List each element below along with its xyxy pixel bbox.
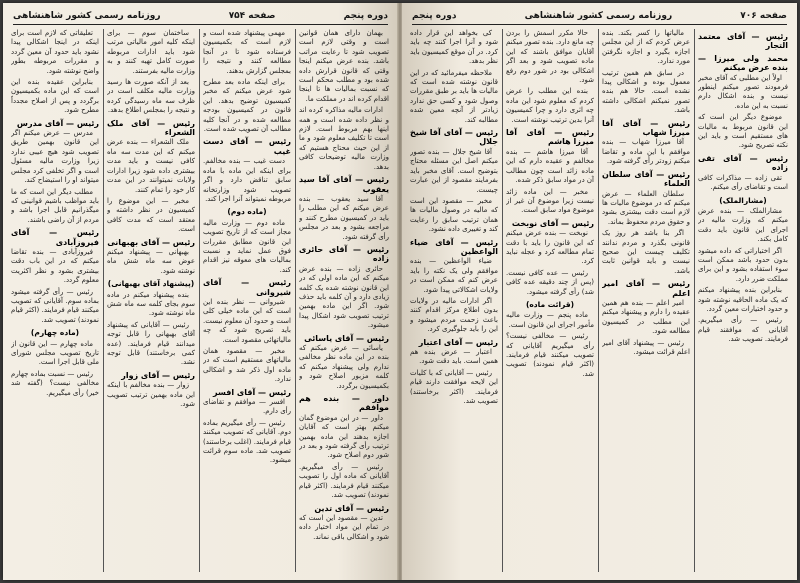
paragraph: برای اینکه ماده بعد مطرح شود عرض میکنم که مخبر کمیسیون توضیح بدهد. این قانون در کمیسیون بودجه مطالعه شده و در آنجا کلیه مطالب آن تصویب شده است. xyxy=(203,78,291,134)
paragraph: اگر بنا باشد هر روز یک قانونی بگذرد و مردم ندانند تکلیف چیست این صحیح نیست و باید قوانین ثابت باشد. xyxy=(602,229,690,275)
column-divider xyxy=(502,29,503,572)
speaker-line: رئیس — آقای معتمد التجار xyxy=(698,32,788,51)
paragraph: بنابراین عقیده بنده این است که این ماده بکمیسیون برگردد و پس از اصلاح مجدداً مطرح شود. xyxy=(11,78,99,115)
speaker-line: رئیس — آقای اعتبار xyxy=(418,337,498,347)
paragraph: بنده این مطلب را عرض کردم که معلوم شود این ماده چه اثری دارد و چرا کمیسیون آنرا بدین ترتیب نوشته است. xyxy=(506,87,594,124)
paragraph: کی بخواهد این قرار داده شود و آنرا اجرا کنند چه باید کرد. در آن موقع کمیسیون باید نظر بدهد. xyxy=(410,29,498,66)
speaker-line: رئیس — آقای دست غیب xyxy=(203,137,291,156)
paragraph: حالا مکرر اسمش را بردن چه مانع دارد. بنده تصور میکنم آقایان موافق باشند که این ماده تصویب شود و بعد اگر اشکالی بود در شور دوم رفع شود. xyxy=(506,29,594,85)
speaker-line: رئیس — آقای امیر اعلم xyxy=(602,279,690,298)
right-page-header xyxy=(412,9,787,23)
paragraph: مخبر — این ماده زائد نیست زیرا موضوع آن غیر از موضوع مواد سابق است. xyxy=(506,187,594,215)
paragraph: فیروزآبادی — بنده تقاضا میکنم که در این باب دقت بیشتری بشود و نظر اکثریت معلوم گردد. xyxy=(11,247,99,285)
left-column-1 xyxy=(299,29,389,574)
paragraph: ملک الشعراء — بنده عرض میکنم که این مدت سه ماه کافی نیست و باید مدت بیشتری داده شود زیرا ادارات ولایات نمیتوانند در این مدت کار خود را تمام کنند. xyxy=(107,138,195,194)
left-header-rule xyxy=(13,24,388,25)
right-page xyxy=(402,3,797,580)
right-column-2 xyxy=(602,29,690,574)
paragraph: دست غیب — بنده مخالفم. برای اینکه این ماده با ماده سابق تناقض دارد و اگر تصویب شود وزارتخانه مربوطه نمیتواند آنرا اجرا کند. xyxy=(203,157,291,203)
paragraph: ملاحظه میفرمائید که در این قانون نوشته شده است که مالیات ها باید بر طبق مقررات وصول شود و کسی حق ندارد زیادتر از آنچه معین شده مطالبه کند. xyxy=(410,68,498,124)
paragraph: یاسائی — عرض میکنم که بنده در این ماده نظر مخالفی ندارم ولی پیشنهاد میکنم که کلمه مزبور اصلاح شود و بکمیسیون برگردد. xyxy=(299,344,389,390)
column-divider xyxy=(295,29,296,572)
speaker-line: رئیس — آقای مدرس xyxy=(16,118,99,128)
section-subheading: (قرائت ماده) xyxy=(525,299,575,309)
left-column-4 xyxy=(11,29,99,574)
paragraph: حائری زاده — بنده عرض میکنم که این ماده اولی که در این قانون نوشته شده یک کلمه زیادی دارد و آن کلمه باید حذف شود. اگر این ماده بهمین ترتیب تصویب شود اشکال پیدا میشود. xyxy=(299,264,389,330)
left-column-3 xyxy=(107,29,195,574)
paragraph: رئیس — نسبت بماده چهارم مخالفی نیست؟ (گفته شد خیر) رأی میگیریم. xyxy=(11,369,99,397)
speaker-line: رئیس — آقای شیروانی xyxy=(203,278,291,297)
paragraph: رئیس — آقایانی که پیشنهاد آقای بهبهانی را قابل توجه میدانند قیام فرمایند. (عده کمی برخاستند) قابل توجه نشد. xyxy=(107,320,195,367)
paragraph: مخبر — مقصود این است که مالیه در وصول مالیات ها همان ترتیب سابق را رعایت کند و تغییری داده نشود. xyxy=(410,196,498,234)
left-page xyxy=(3,3,398,580)
speaker-line: رئیس — آقای ضیاء الواعظین xyxy=(410,237,498,256)
speaker-line: رئیس — آقای یاسائی xyxy=(304,333,389,343)
speaker-line: رئیس — آقای ملک الشعراء xyxy=(107,118,195,138)
speaker-line: رئیس — آقای بهبهانی xyxy=(107,237,195,247)
paragraph: تعلیقاتی که لازم است برای اینکه در اینجا اشکالی پیدا نشود باید حدود آن معین گردد و مقررات مربوطه بطور واضح نوشته شود. xyxy=(11,29,99,75)
right-column-4 xyxy=(410,29,498,574)
paragraph: ماده پنجم — وزارت مالیه مأمور اجرای این قانون است. xyxy=(506,311,594,329)
speaker-line: رئیس — آقای سلطان العلماء xyxy=(602,169,690,189)
speaker-line: رئیس — آقای آقا شیخ جلال xyxy=(410,128,498,147)
paragraph: ساختمان سوم — برای اینکه کلیه امور مالیاتی مرتب شود باید ادارات مربوطه صورت کامل تهیه کنند و به وزارت مالیه بفرستند. xyxy=(107,29,195,75)
left-page-header xyxy=(13,9,388,23)
paragraph: داور — در این موضوع گمان میکنم بهتر است که آقایان اجازه بدهند این ماده بهمین ترتیب رأی گرفته شود و بعد در شور دوم اصلاح شود. xyxy=(299,413,389,460)
paragraph: آقا شیخ جلال — بنده تصور میکنم اصل این مسئله محتاج بتوضیح است. آقای مخبر باید بفرمایند مقصود از این عبارت چیست. xyxy=(410,147,498,194)
paragraph: اگر ادارات مالیه در ولایات بدون اطلاع مرکز اقدام کنند باعث زحمت مردم میشود و این را باید جلوگیری کرد. xyxy=(410,296,498,334)
column-divider xyxy=(694,29,695,572)
paragraph: ضیاء الواعظین — بنده موافقم ولی یک نکته را باید عرض کنم که ممکن است در ولایات اشکالاتی پیدا شود. xyxy=(410,257,498,294)
paragraph: مشارالملک — بنده عرض میکنم که وزارت مالیه در اجرای این قانون باید دقت کامل بکند. xyxy=(698,206,788,244)
speaker-line: رئیس — آقای زوار xyxy=(121,370,195,380)
paragraph: رئیس — مخالفی نیست؟ رأی میگیریم آقایانی که تصویب میکنند قیام فرمایند. (اکثر قیام نمودند) تصویب شد. xyxy=(506,332,594,378)
paragraph: ماده دوم — وزارت مالیه مجاز است که از تاریخ تصویب این قانون مطابق مقررات فوق عمل نماید و نسبت بمالیات های معوقه نیز اقدام کند. xyxy=(203,218,291,274)
paragraph: شیروانی — نظر بنده این است که این ماده خیلی کلی است و حدود آن معلوم نیست. باید تصریح شود که چه مالیاتهائی مقصود است. xyxy=(203,297,291,344)
paragraph: امیر اعلم — بنده هم همین عقیده را دارم و پیشنهاد میکنم این مطلب در کمیسیون مطالعه شود. xyxy=(602,298,690,336)
speaker-line: رئیس — آقای آقا سید یعقوب xyxy=(299,175,389,194)
paragraph: اگر اختیاراتی که داده میشود بدون حدود باشد ممکن است سوء استفاده بشود و این برای مملکت ضرر دارد. xyxy=(698,246,788,283)
paragraph: مخبر — مقصود همان مالیاتهای مستقیم است که در ماده اول ذکر شد و اشکالی ندارد. xyxy=(203,347,291,384)
paragraph: افسر — موافقم و تقاضای رأی دارم. xyxy=(203,398,291,416)
right-page-session: دوره پنجم xyxy=(412,11,457,21)
speaker-line: محمد ولی میرزا — بنده عرض میکنم xyxy=(698,53,788,73)
section-subheading: (مشارالملک) xyxy=(719,195,767,205)
paragraph: نوبخت — بنده عرض میکنم که این قانون را باید با دقت تمام مطالعه کرد و عجله نباید کرد. xyxy=(506,229,594,266)
paragraph: بنابراین بنده پیشنهاد میکنم که یک ماده الحاقیه نوشته شود و حدود اختیارات معین گردد. xyxy=(698,286,788,313)
speaker-line: رئیس — آقای تقی زاده xyxy=(698,153,788,173)
paragraph: موضوع دیگر این است که این قانون مربوط به مالیات های مستقیم است و باید این نکته تصریح شود. xyxy=(698,113,788,150)
paragraph: مالیاتها را کسر بکند. بنده عرض کردم که از این مجلس اجازه بگیرد و اجازه نگرفتن مورد ندارد. xyxy=(602,29,690,66)
right-header-rule xyxy=(412,24,787,25)
paragraph: رئیس — رأی میگیریم. آقایانی که موافقند قیام فرمایند. تصویب شد. xyxy=(698,316,788,344)
paragraph: تقی زاده — مذاکرات کافی است و تقاضای رأی میکنم. xyxy=(698,173,788,192)
paragraph: زوار — بنده مخالفم با اینکه این ماده بهمین ترتیب تصویب شود. xyxy=(107,381,195,409)
paragraph: آقا میرزا شهاب — بنده موافقم با این ماده و تقاضا میکنم زودتر رأی گرفته شود. xyxy=(602,138,690,166)
speaker-line: داور — بنده هم موافقم xyxy=(299,394,389,413)
left-column-2 xyxy=(203,29,291,574)
left-page-session: دوره پنجم xyxy=(343,11,388,21)
left-page-title: روزنامه رسمی کشور شاهنشاهی xyxy=(13,11,161,21)
right-column-1 xyxy=(698,29,788,574)
paragraph: بهمان دارای همان قوانین است و وقتی لازم است تصویب شود تا رعایت مراتب باشد. بنده عرض میکنم اینجا وقتی که قانون قرارش داده شده بود و مطلب محکم است که نسبت بمالیات ها تا اینجا اقدام کرده اند در مملکت ما. xyxy=(299,29,389,103)
paragraph: رئیس — رأی میگیریم بماده دوم. آقایانی که تصویب میکنند قیام فرمایند. (اغلب برخاستند) تصویب شد. ماده سوم قرائت میشود. xyxy=(203,418,291,465)
speaker-line: رئیس — آقای حائری زاده xyxy=(299,244,389,264)
paragraph: مهمی پیشنهاد شده است و لازم است که بکمیسیون فرستاده شود تا در آنجا مطالعه کنند و نتیجه را بمجلس گزارش بدهند. xyxy=(203,29,291,75)
paragraph: بنده پیشنهاد میکنم در ماده سوم بجای کلمه سه ماه شش ماه نوشته شود. xyxy=(107,290,195,318)
paragraph: اعتبار — عرض بنده هم همین است. باید دقت شود. xyxy=(410,348,498,366)
right-column-3 xyxy=(506,29,594,574)
paragraph: مخبر — این موضوع را کمیسیون در نظر داشته و معتقد است که مدت کافی است. xyxy=(107,196,195,234)
column-divider xyxy=(199,29,200,572)
left-page-number: صفحه ۷۵۴ xyxy=(228,11,276,21)
paragraph: بعد از آنکه صورت ها رسید وزارت مالیه مکلف است در ظرف سه ماه رسیدگی کرده و نتیجه را بمجلس اطلاع بدهد. xyxy=(107,78,195,115)
paragraph: آقا میرزا هاشم — بنده مخالفم و عقیده دارم که این ماده زائد است چون مطالب آن در مواد سابق ذکر شده. xyxy=(506,147,594,185)
speaker-line: رئیس — آقای آقا میرزا شهاب xyxy=(602,118,690,138)
speaker-line: رئیس — آقای فیروزآبادی xyxy=(11,228,99,247)
paragraph: بهبهانی — پیشنهاد میکنم عوض سه ماه شش ماه نوشته شود. xyxy=(107,247,195,275)
paragraph: مدرس — عرض میکنم اگر این قانون بهمین طریق تصویب شود هیچ عیبی ندارد زیرا وزارت مالیه مسئول است و اگر تخلفی کرد مجلس میتواند او را استیضاح کند. xyxy=(11,129,99,185)
paragraph: رئیس — آقایانی که با کلیات این لایحه موافقت دارند قیام فرمایند. (اکثر برخاستند) تصویب شد. xyxy=(410,368,498,406)
paragraph: ادارات مالیه مذاکره کرده اند و نظر داده شده است و همه اینها بهم مربوط است. لازم است تا تکلیف معلوم شود و ما از این حیث محتاج هستیم که وزارت مالیه توضیحات کافی بدهد. xyxy=(299,106,389,171)
column-divider xyxy=(598,29,599,572)
paragraph: اولاً این مطلبی که آقای مخبر فرمودند تصور میکنم اینطور نیست و بنده اشکال دارم نسبت به این ماده. xyxy=(698,73,788,110)
book-spread xyxy=(3,3,797,580)
section-subheading: (ماده دوم) xyxy=(227,207,267,217)
paragraph: سلطان العلماء — عرض میکنم که در موضوع مالیات ها لازم است دقت بیشتری بشود و حقوق مردم محفوظ بماند. xyxy=(602,189,690,226)
speaker-line: رئیس — آقای تدین xyxy=(314,503,389,513)
paragraph: رئیس — پیشنهاد آقای امیر اعلم قرائت میشود. xyxy=(602,338,690,356)
column-divider xyxy=(103,29,104,572)
right-page-title: روزنامه رسمی کشور شاهنشاهی xyxy=(524,11,673,21)
paragraph: ماده چهارم — این قانون از تاریخ تصویب مجلس شورای ملی قابل اجرا است. xyxy=(11,339,99,367)
speaker-line: رئیس — آقای آقا میرزا هاشم xyxy=(506,128,594,147)
speaker-line: رئیس — آقای افسر xyxy=(213,387,291,397)
paragraph: در سابق هم همین ترتیب معمول بوده و اشکالی پیدا نشده است. حالا هم بنده تصور نمیکنم اشکالی داشته باشد. xyxy=(602,68,690,115)
paragraph: رئیس — عده کافی نیست. (پس از چند دقیقه عده کافی شد) رأی گرفته میشود. xyxy=(506,268,594,296)
paragraph: آقا سید یعقوب — بنده عرض میکنم که این مطلب را باید در کمیسیون مطرح کنند و مراجعه بشود و بعد در مجلس رأی گرفته شود. xyxy=(299,194,389,241)
section-subheading: (پیشنهاد آقای بهبهانی) xyxy=(107,279,195,289)
section-subheading: (ماده چهارم) xyxy=(30,328,80,338)
paragraph: تدین — مقصود این است که در تمام این مواد اختیار داده شود و اشکالی باقی نماند. xyxy=(299,513,389,541)
right-page-number: صفحه ۷۰۶ xyxy=(740,11,787,21)
paragraph: رئیس — رأی میگیریم. آقایانی که ماده اول را تصویب میکنند قیام فرمایند. (اکثر قیام نمودند) تصویب شد. xyxy=(299,462,389,500)
paragraph: مطلب دیگر این است که ما باید مواظب باشیم قوانینی که میگذرانیم قابل اجرا باشد و مردم از آن راضی باشند. xyxy=(11,187,99,224)
paragraph: رئیس — رأی گرفته میشود بماده سوم. آقایانی که تصویب میکنند قیام فرمایند. (اکثر قیام نمودند) تصویب شد. xyxy=(11,287,99,324)
speaker-line: رئیس — آقای نوبخت xyxy=(511,218,594,228)
